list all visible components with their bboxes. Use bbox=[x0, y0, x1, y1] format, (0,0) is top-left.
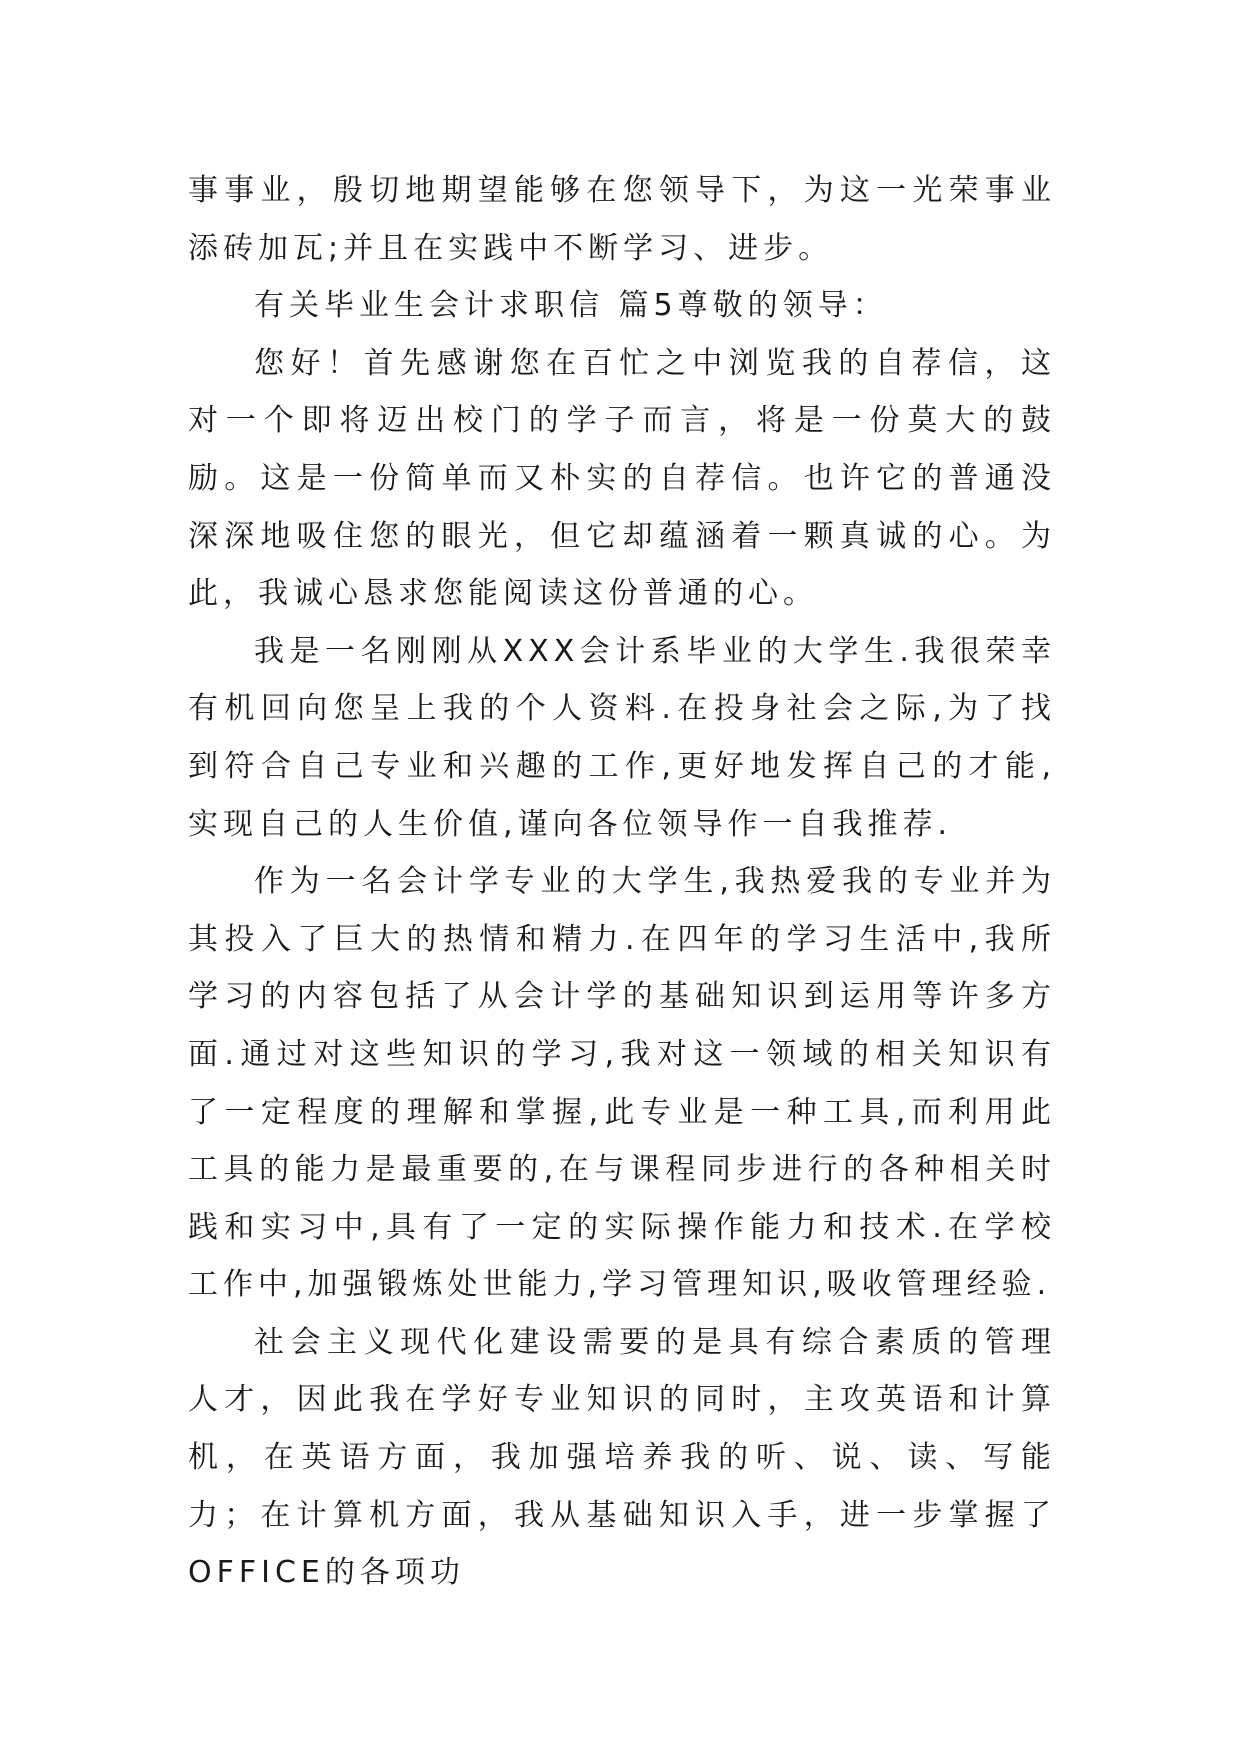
paragraph-heading: 有关毕业生会计求职信 篇5尊敬的领导： bbox=[254, 288, 888, 324]
paragraph-continuation: 事事业，殷切地期望能够在您领导下，为这一光荣事业添砖加瓦;并且在实践中不断学习、进步。 bbox=[188, 173, 1056, 266]
paragraph-skills: 社会主义现代化建设需要的是具有综合素质的管理人才，因此我在学好专业知识的同时，主攻英语和计算机，在英语方面，我加强培养我的听、说、读、写能力；在计算机方面，我从基础知识入手，进一步掌握了OFFICE的各项功 bbox=[188, 1324, 1056, 1591]
paragraph-studies: 作为一名会计学专业的大学生,我热爱我的专业并为其投入了巨大的热情和精力.在四年的学习生活中,我所学习的内容包括了从会计学的基础知识到运用等许多方面.通过对这些知识的学习,我对这一领域的相关知识有了一定程度的理解和掌握,此专业是一种工具,而利用此工具的能力是最重要的,在与课程同步进行的各种相关时践和实习中,具有了一定的实际操作能力和技术.在学校工作中,加强锻炼处世能力,学习管理知识,吸收管理经验. bbox=[188, 864, 1056, 1303]
paragraph-greeting: 您好！首先感谢您在百忙之中浏览我的自荐信，这对一个即将迈出校门的学子而言，将是一份莫大的鼓励。这是一份简单而又朴实的自荐信。也许它的普通没深深地吸住您的眼光，但它却蕴涵着一颗真诚的心。为此，我诚心恳求您能阅读这份普通的心。 bbox=[188, 345, 1056, 612]
paragraph-introduction: 我是一名刚刚从XXX会计系毕业的大学生.我很荣幸有机回向您呈上我的个人资料.在投身社会之际,为了找到符合自己专业和兴趣的工作,更好地发挥自己的才能,实现自己的人生价值,谨向各位领导作一自我推荐. bbox=[188, 633, 1056, 842]
document-body bbox=[188, 162, 1056, 1602]
